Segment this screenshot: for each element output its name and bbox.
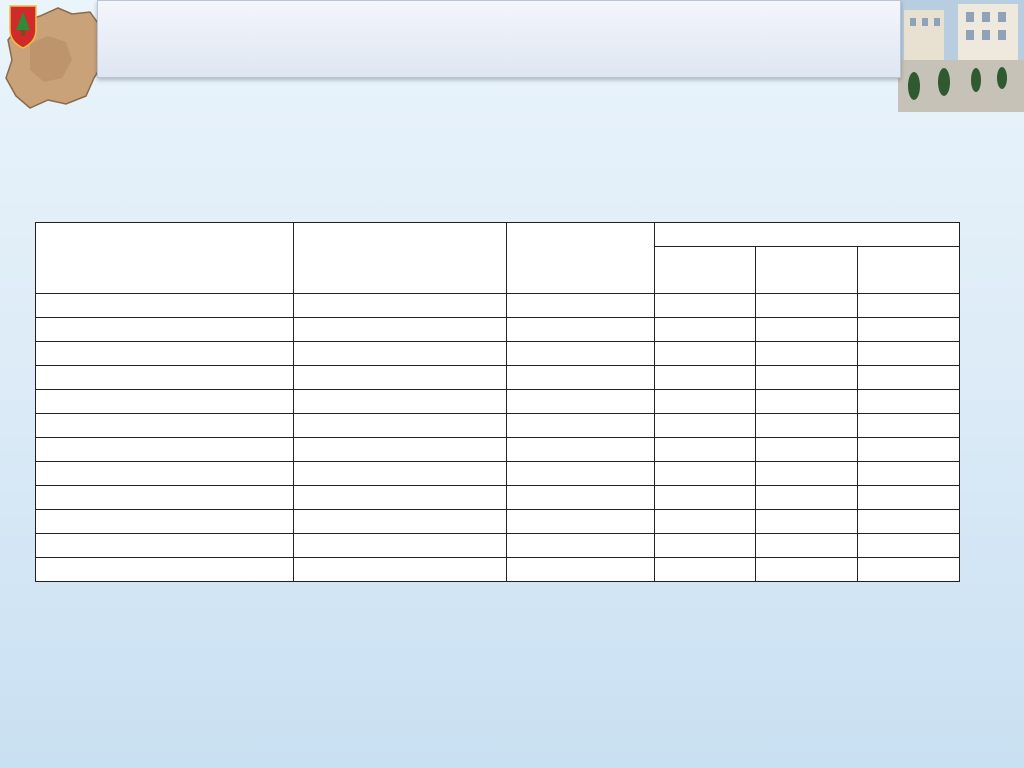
cell-fund [655, 534, 756, 558]
cell-total [507, 294, 655, 318]
cell-mo [36, 462, 294, 486]
cell-mo [36, 390, 294, 414]
cell-total [507, 390, 655, 414]
cell-total [507, 318, 655, 342]
col-header-including [655, 223, 960, 247]
cell-total [507, 534, 655, 558]
table-row [36, 510, 960, 534]
cell-oblast [756, 390, 858, 414]
cell-oblast [756, 462, 858, 486]
cell-local [858, 510, 960, 534]
cell-local [858, 486, 960, 510]
cell-oblast [756, 342, 858, 366]
cell-area [294, 342, 507, 366]
col-header-fund [655, 247, 756, 294]
cell-local [858, 438, 960, 462]
cell-area [294, 486, 507, 510]
cell-mo [36, 438, 294, 462]
cell-local [858, 318, 960, 342]
cell-total [507, 438, 655, 462]
cell-local [858, 366, 960, 390]
col-header-total-financing [507, 223, 655, 294]
cell-mo [36, 486, 294, 510]
table-row [36, 294, 960, 318]
street-photo [898, 0, 1024, 112]
table-row [36, 486, 960, 510]
cell-local [858, 558, 960, 582]
cell-area [294, 414, 507, 438]
cell-mo [36, 414, 294, 438]
table-row [36, 414, 960, 438]
cell-area [294, 366, 507, 390]
cell-local [858, 414, 960, 438]
cell-oblast [756, 486, 858, 510]
cell-fund [655, 438, 756, 462]
cell-area [294, 510, 507, 534]
col-header-oblast [756, 247, 858, 294]
cell-mo [36, 318, 294, 342]
table-row [36, 462, 960, 486]
cell-fund [655, 486, 756, 510]
cell-area [294, 318, 507, 342]
table-row [36, 390, 960, 414]
cell-oblast [756, 510, 858, 534]
cell-local [858, 342, 960, 366]
cell-oblast [756, 558, 858, 582]
table-row [36, 342, 960, 366]
cell-oblast [756, 366, 858, 390]
cell-total [507, 510, 655, 534]
cell-mo [36, 534, 294, 558]
cell-area [294, 558, 507, 582]
col-header-local [858, 247, 960, 294]
cell-local [858, 294, 960, 318]
region-map-emblem [0, 0, 108, 112]
cell-local [858, 534, 960, 558]
cell-area [294, 438, 507, 462]
cell-mo [36, 558, 294, 582]
table-row [36, 558, 960, 582]
cell-area [294, 390, 507, 414]
cell-area [294, 294, 507, 318]
col-header-area [294, 223, 507, 294]
cell-fund [655, 390, 756, 414]
title-banner [97, 0, 901, 78]
cell-fund [655, 366, 756, 390]
cell-oblast [756, 414, 858, 438]
cell-total [507, 558, 655, 582]
cell-fund [655, 294, 756, 318]
header-row [36, 223, 960, 247]
cell-area [294, 534, 507, 558]
cell-fund [655, 558, 756, 582]
cell-fund [655, 510, 756, 534]
table-row [36, 534, 960, 558]
cell-mo [36, 510, 294, 534]
cell-fund [655, 462, 756, 486]
cell-local [858, 390, 960, 414]
cell-fund [655, 318, 756, 342]
cell-local [858, 462, 960, 486]
cell-area [294, 462, 507, 486]
cell-mo [36, 366, 294, 390]
cell-total [507, 486, 655, 510]
cell-total [507, 342, 655, 366]
cell-fund [655, 342, 756, 366]
cell-total [507, 462, 655, 486]
cell-total [507, 366, 655, 390]
cell-mo [36, 294, 294, 318]
cell-oblast [756, 534, 858, 558]
cell-mo [36, 342, 294, 366]
cell-fund [655, 414, 756, 438]
cell-total [507, 414, 655, 438]
cell-oblast [756, 294, 858, 318]
table-row [36, 318, 960, 342]
cell-oblast [756, 438, 858, 462]
col-header-mo [36, 223, 294, 294]
table-row [36, 366, 960, 390]
cell-oblast [756, 318, 858, 342]
resettlement-table [35, 222, 960, 582]
table-row [36, 438, 960, 462]
